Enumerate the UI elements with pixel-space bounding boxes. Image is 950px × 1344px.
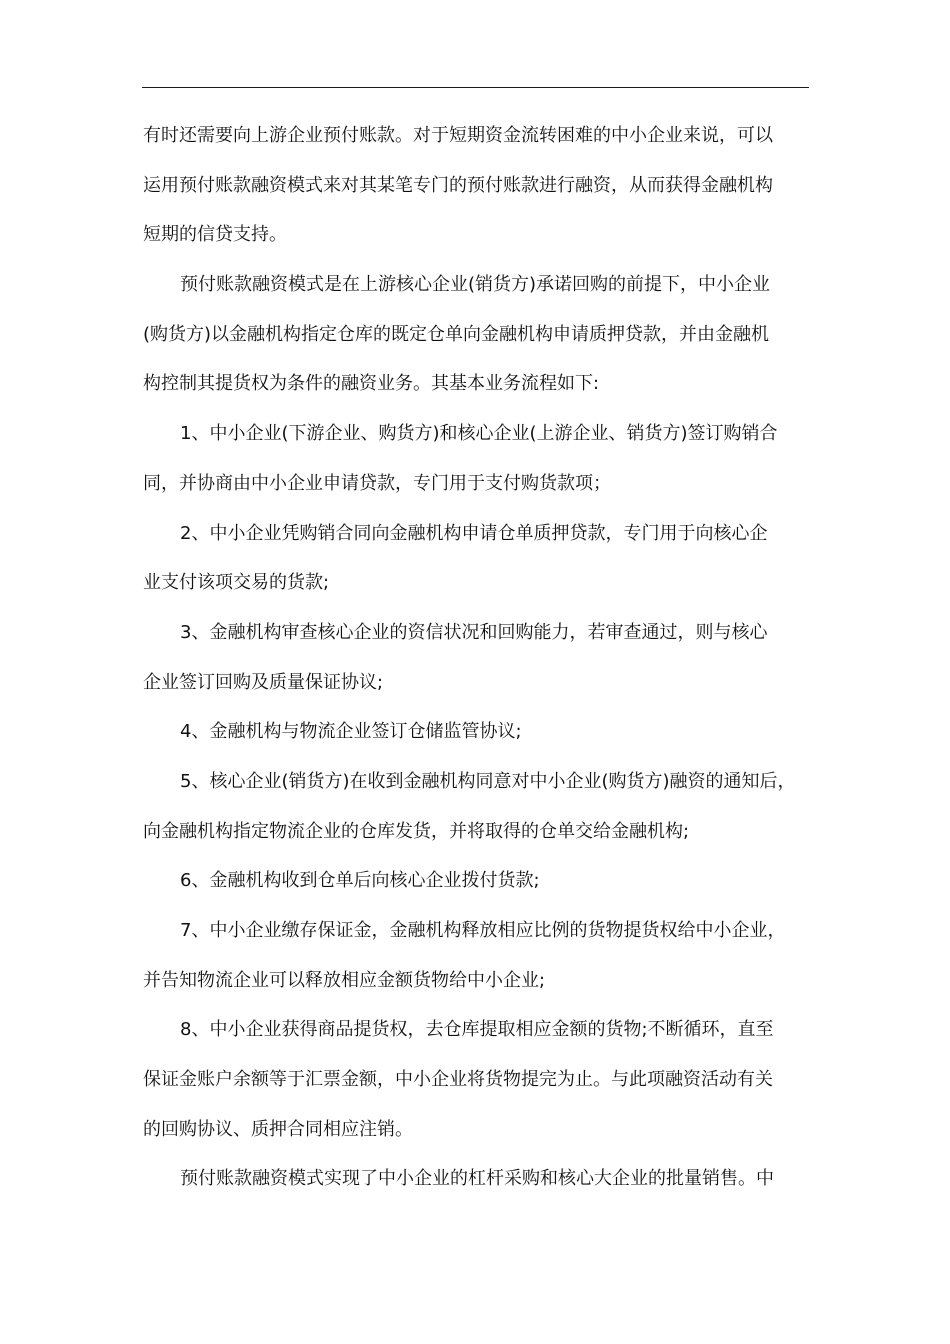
text-line: 2、中小企业凭购销合同向金融机构申请仓单质押贷款，专门用于向核心企	[180, 522, 768, 544]
text-line: 运用预付账款融资模式来对其某笔专门的预付账款进行融资，从而获得金融机构	[143, 174, 773, 196]
text-line: 构控制其提货权为条件的融资业务。其基本业务流程如下:	[143, 373, 600, 395]
text-line: 6、金融机构收到仓单后向核心企业拨付货款;	[180, 870, 540, 892]
text-line: 5、核心企业(销货方)在收到金融机构同意对中小企业(购货方)融资的通知后，	[180, 770, 796, 792]
text-line: 3、金融机构审查核心企业的资信状况和回购能力，若审查通过，则与核心	[180, 621, 768, 643]
text-line: 4、金融机构与物流企业签订仓储监管协议;	[180, 721, 522, 743]
text-line: 7、中小企业缴存保证金，金融机构释放相应比例的货物提货权给中小企业，	[180, 920, 786, 941]
text-line: 并告知物流企业可以释放相应金额货物给中小企业;	[143, 969, 546, 991]
text-line: 1、中小企业(下游企业、购货方)和核心企业(上游企业、销货方)签订购销合	[180, 423, 778, 445]
text-line: 有时还需要向上游企业预付账款。对于短期资金流转困难的中小企业来说，可以	[143, 125, 773, 146]
text-line: 企业签订回购及质量保证协议;	[143, 671, 384, 693]
body-text	[143, 111, 811, 1204]
text-line: 向金融机构指定物流企业的仓库发货，并将取得的仓单交给金融机构;	[143, 820, 690, 842]
text-line: 同，并协商由中小企业申请贷款，专门用于支付购货款项；	[143, 472, 611, 494]
text-line: 短期的信贷支持。	[143, 224, 287, 246]
header-rule	[142, 87, 809, 88]
text-line: (购货方)以金融机构指定仓库的既定仓单向金融机构申请质押贷款，并由金融机	[143, 323, 770, 345]
text-line: 保证金账户余额等于汇票金额，中小企业将货物提完为止。与此项融资活动有关	[143, 1069, 773, 1091]
text-line: 预付账款融资模式是在上游核心企业(销货方)承诺回购的前提下，中小企业	[180, 274, 771, 296]
text-line: 的回购协议、质押合同相应注销。	[143, 1118, 413, 1140]
text-line: 预付账款融资模式实现了中小企业的杠杆采购和核心大企业的批量销售。中	[180, 1168, 774, 1190]
text-line: 8、中小企业获得商品提货权，去仓库提取相应金额的货物;不断循环，直至	[180, 1019, 774, 1041]
text-line: 业支付该项交易的货款;	[143, 572, 330, 594]
